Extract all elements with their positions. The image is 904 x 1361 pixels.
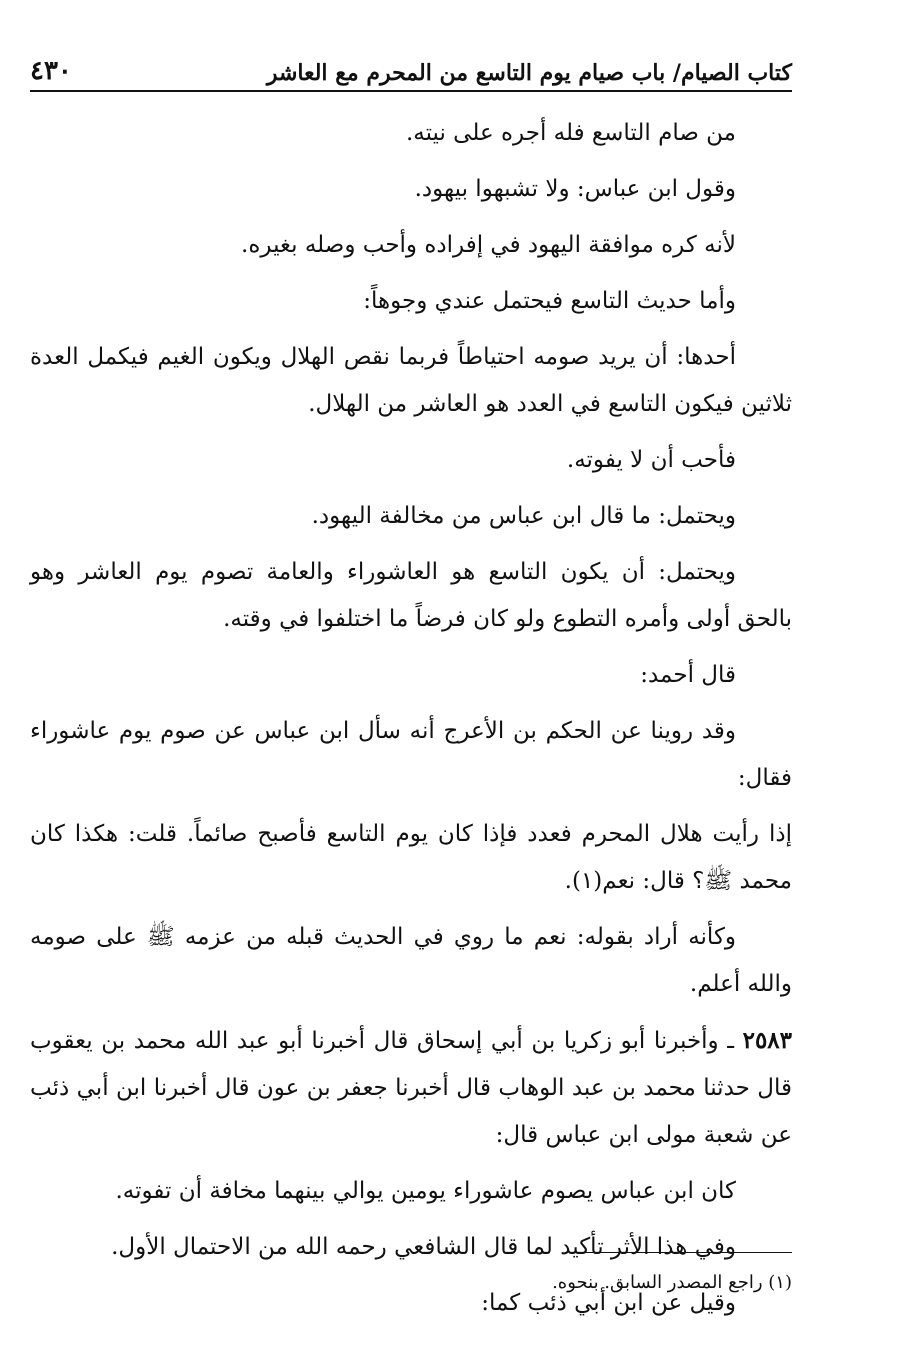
paragraph: كان ابن عباس يصوم عاشوراء يومين يوالي بينهما مخافة أن تفوته. xyxy=(115,1178,736,1204)
paragraph: أحدها: أن يريد صومه احتياطاً فربما نقص الهلال ويكون الغيم فيكمل العدة ثلاثين فيكون التاسع في العدد هو العاشر من الهلال. xyxy=(30,344,792,417)
paragraph: وقول ابن عباس: ولا تشبهوا بيهود. xyxy=(414,176,736,202)
paragraph: وكأنه أراد بقوله: نعم ما روي في الحديث قبله من عزمه ﷺ على صومه والله أعلم. xyxy=(30,924,792,997)
paragraph: من صام التاسع فله أجره على نيته. xyxy=(405,120,736,146)
paragraph: وقد روينا عن الحكم بن الأعرج أنه سأل ابن عباس عن صوم يوم عاشوراء فقال: xyxy=(30,718,792,791)
paragraph: فأحب أن لا يفوته. xyxy=(566,447,736,473)
hadith-paragraph xyxy=(30,1017,792,1159)
hadith-number: ٢٥٨٣ xyxy=(742,1027,793,1054)
paragraph: وقيل عن ابن أبي ذئب كما: xyxy=(481,1290,736,1316)
page-number: ٤٣٠ xyxy=(30,56,72,86)
paragraph: لأنه كره موافقة اليهود في إفراده وأحب وصله بغيره. xyxy=(241,232,736,258)
hadith-text: ـ وأخبرنا أبو زكريا بن أبي إسحاق قال أخبرنا أبو عبد الله محمد بن يعقوب قال حدثنا محمد بن عبد الوهاب قال أخبرنا جعفر بن عون قال أخبرنا ابن أبي ذئب عن شعبة مولى ابن عباس قال: xyxy=(30,1028,792,1148)
book-page xyxy=(30,40,792,1330)
paragraph: ويحتمل: ما قال ابن عباس من مخالفة اليهود. xyxy=(311,503,736,529)
paragraph: ويحتمل: أن يكون التاسع هو العاشوراء والعامة تصوم يوم العاشر وهو بالحق أولى وأمره التطوع ولو كان فرضاً ما اختلفوا في وقته. xyxy=(30,559,792,632)
paragraph: وأما حديث التاسع فيحتمل عندي وجوهاً: xyxy=(363,288,736,314)
footnote: (١) راجع المصدر السابق. بنحوه. xyxy=(552,1272,792,1293)
footnote-divider xyxy=(582,1252,792,1253)
running-head: كتاب الصيام/ باب صيام يوم التاسع من المحرم مع العاشر xyxy=(266,60,792,86)
paragraph: قال أحمد: xyxy=(640,662,736,688)
body-text xyxy=(30,110,792,1327)
paragraph: وفي هذا الأثر تأكيد لما قال الشافعي رحمه الله من الاحتمال الأول. xyxy=(111,1234,736,1260)
page-header xyxy=(30,40,792,92)
paragraph: إذا رأيت هلال المحرم فعدد فإذا كان يوم التاسع فأصبح صائماً. قلت: هكذا كان محمد ﷺ؟ قال: نعم(١). xyxy=(30,821,792,894)
